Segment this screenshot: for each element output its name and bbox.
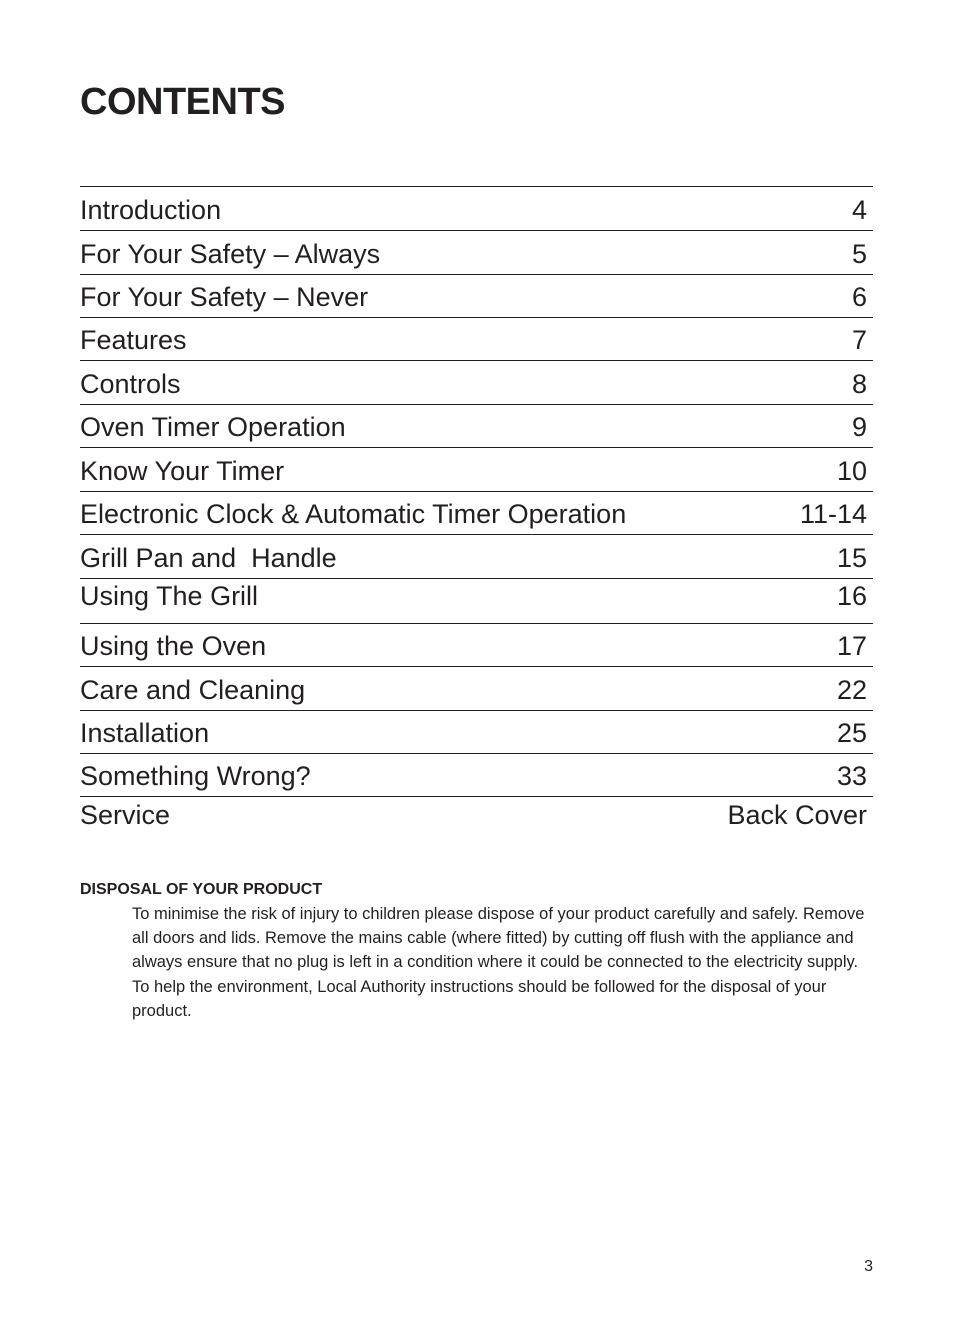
toc-page-number: 9 [851,412,867,442]
page-title: CONTENTS [80,81,285,123]
page-number: 3 [864,1258,873,1275]
toc-label: Installation [80,718,210,748]
table-of-contents [80,186,873,840]
toc-page-number: 16 [836,581,867,611]
toc-row-know-your-timer[interactable] [80,447,873,491]
toc-page-number: 25 [836,718,867,748]
disposal-heading: DISPOSAL OF YOUR PRODUCT [80,881,323,898]
toc-page-number: 17 [836,631,867,661]
toc-label: Using the Oven [80,631,267,661]
disposal-paragraph: To minimise the risk of injury to children please dispose of your product carefully and safely. Remove all doors and lids. Remove the mains cable (where fitted) by cutting off flush with the appliance and always ensure that no plug is left in a condition where it could be connected to the electricity supply. [132,905,865,972]
toc-label: Features [80,325,187,355]
toc-row-installation[interactable] [80,710,873,753]
toc-label: For Your Safety – Never [80,282,369,312]
toc-row-care-and-cleaning[interactable] [80,666,873,710]
toc-label: Oven Timer Operation [80,412,346,442]
toc-label: For Your Safety – Always [80,239,381,269]
toc-page-number: 10 [836,456,867,486]
toc-row-using-the-oven[interactable] [80,623,873,666]
toc-row-controls[interactable] [80,360,873,404]
toc-page-number: 7 [851,325,867,355]
toc-row-introduction[interactable] [80,186,873,230]
toc-row-electronic-clock[interactable] [80,491,873,534]
toc-page-number: 15 [836,543,867,573]
disposal-paragraph: To help the environment, Local Authority instructions should be followed for the disposal of your product. [132,977,827,1020]
toc-label: Electronic Clock & Automatic Timer Operation [80,499,627,529]
toc-row-service[interactable] [80,796,873,840]
toc-row-oven-timer-operation[interactable] [80,404,873,447]
toc-page-number: 22 [836,675,867,705]
toc-label: Service [80,800,171,830]
toc-row-something-wrong[interactable] [80,753,873,796]
toc-label: Controls [80,369,181,399]
disposal-section [80,878,880,1023]
toc-label: Care and Cleaning [80,675,306,705]
toc-label: Using The Grill [80,581,259,611]
toc-page-number: 5 [851,239,867,269]
toc-row-grill-pan-handle[interactable] [80,534,873,578]
toc-row-using-the-grill[interactable] [80,578,873,623]
toc-row-safety-always[interactable] [80,230,873,274]
toc-row-safety-never[interactable] [80,274,873,317]
toc-page-number: 8 [851,369,867,399]
toc-page-number: 4 [851,195,867,225]
toc-page-number: 33 [836,761,867,791]
toc-label: Know Your Timer [80,456,285,486]
toc-label: Introduction [80,195,222,225]
toc-page-number: 11-14 [799,499,867,529]
toc-page-number: Back Cover [727,800,867,830]
toc-page-number: 6 [851,282,867,312]
toc-label: Something Wrong? [80,761,311,791]
toc-row-features[interactable] [80,317,873,360]
toc-label: Grill Pan and Handle [80,543,337,573]
